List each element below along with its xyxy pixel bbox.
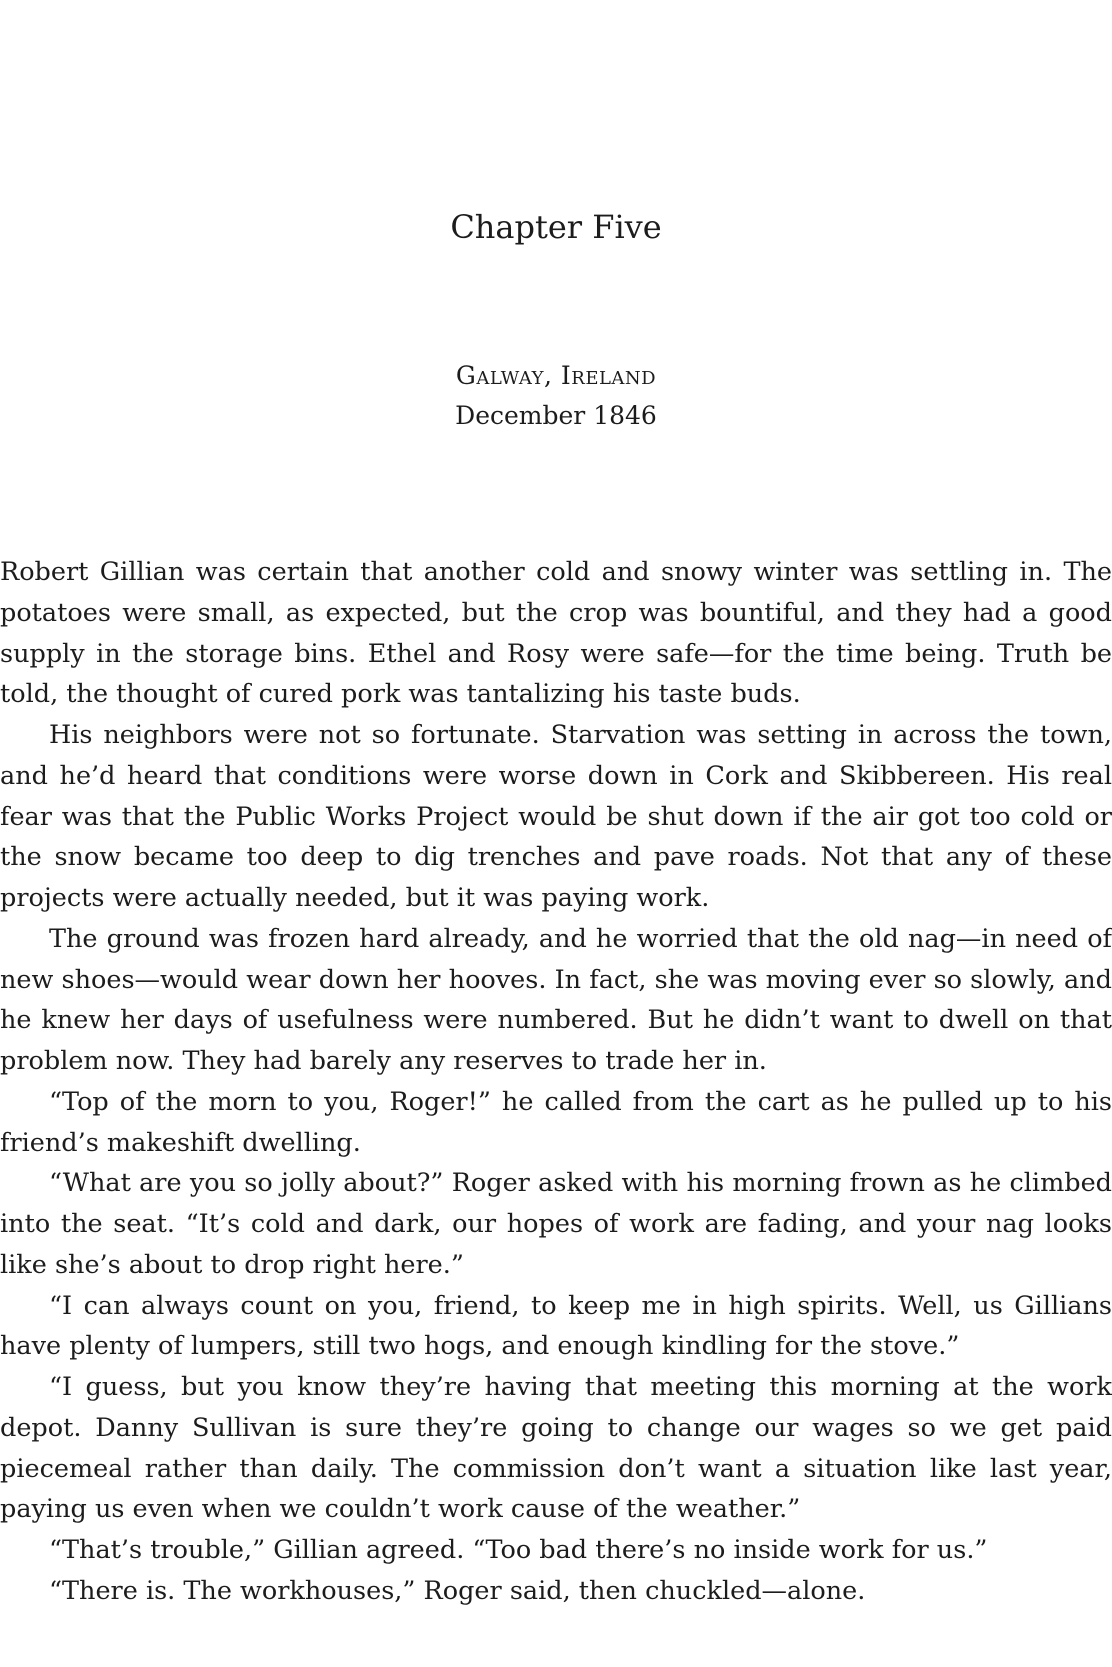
paragraph: The ground was frozen hard already, and he worried that the old nag—in need of new shoes—would wear down her hooves. In fact, she was moving ever so slowly, and he knew her days of usefulness were numbered. But he didn’t want to dwell on that problem now. They had barely any reserves to trade her in. (0, 923, 1112, 1076)
chapter-body (0, 552, 1112, 1612)
paragraph: Robert Gillian was certain that another cold and snowy winter was settling in. The potatoes were small, as expected, but the crop was bountiful, and they had a good supply in the storage bins. Ethel and Rosy were safe—for the time being. Truth be told, the thought of cured pork was tantalizing his taste buds. (0, 557, 1112, 710)
paragraph: “That’s trouble,” Gillian agreed. “Too bad there’s no inside work for us.” (49, 1535, 988, 1565)
paragraph: “What are you so jolly about?” Roger asked with his morning frown as he climbed into the seat. “It’s cold and dark, our hopes of work are fading, and your nag looks like she’s about to drop right here.” (0, 1168, 1112, 1280)
date-line: December 1846 (455, 401, 657, 430)
paragraph: His neighbors were not so fortunate. Starvation was setting in across the town, and he’d heard that conditions were worse down in Cork and Skibbereen. His real fear was that the Public Works Project would be shut down if the air got too cold or the snow became too deep to dig trenches and pave roads. Not that any of these projects were actually needed, but it was paying work. (0, 720, 1112, 913)
paragraph: “I guess, but you know they’re having that meeting this morning at the work depot. Danny Sullivan is sure they’re going to change our wages so we get paid piecemeal rather than daily. The commission don’t want a situation like last year, paying us even when we couldn’t work cause of the weather.” (0, 1372, 1112, 1525)
paragraph: “I can always count on you, friend, to keep me in high spirits. Well, us Gillians have plenty of lumpers, still two hogs, and enough kindling for the stove.” (0, 1290, 1112, 1362)
paragraph: “There is. The workhouses,” Roger said, then chuckled—alone. (49, 1575, 866, 1606)
paragraph: “Top of the morn to you, Roger!” he called from the cart as he pulled up to his friend’s makeshift dwelling. (0, 1086, 1112, 1158)
setting-heading (0, 356, 1112, 436)
location-line: Galway, Ireland (455, 361, 657, 390)
chapter-title: Chapter Five (450, 208, 662, 246)
